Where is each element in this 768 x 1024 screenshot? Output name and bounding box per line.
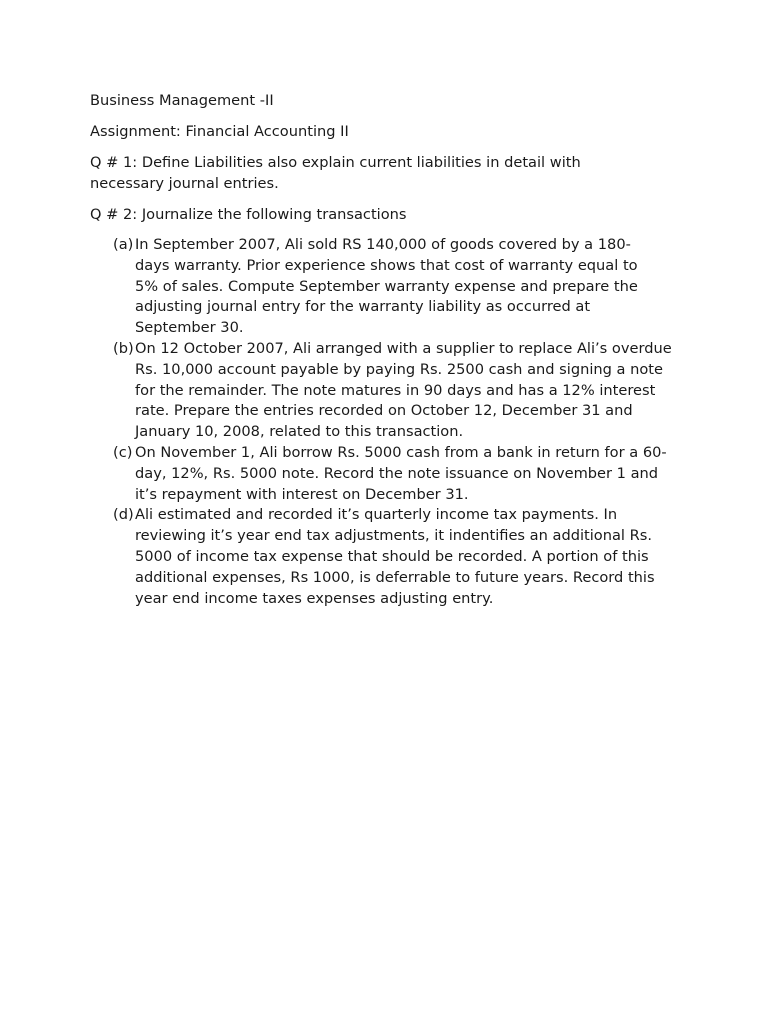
transaction-list: [90, 235, 690, 609]
assignment-title: Assignment: Financial Accounting II: [90, 123, 349, 140]
item-marker: (d): [113, 506, 134, 524]
item-marker: (a): [113, 236, 134, 253]
item-marker: (b): [113, 339, 134, 357]
item-marker: (c): [113, 443, 133, 461]
course-title: Business Management -II: [90, 92, 274, 109]
item-text: On November 1, Ali borrow Rs. 5000 cash from a bank in return for a 60-day, 12%, Rs. 5000 note. Record the note issuance on November 1 and it’s repayment with interest on December 31.: [135, 443, 667, 503]
item-text: In September 2007, Ali sold RS 140,000 of goods covered by a 180-days warranty. Prior experience shows that cost of warranty equal to 5% of sales. Compute September warranty expense and prepare the adjusting journal entry for the warranty liability as occurred at September 30.: [135, 236, 638, 337]
list-item: [90, 443, 690, 505]
item-text: Ali estimated and recorded it’s quarterly income tax payments. In reviewing it’s year end tax adjustments, it indentifies an additional Rs. 5000 of income tax expense that should be recorded. A portion of this additional expenses, Rs 1000, is deferrable to future years. Record this year end income taxes expenses adjusting entry.: [135, 506, 655, 607]
question-1: Q # 1: Define Liabilities also explain current liabilities in detail with necessary journal entries.: [90, 154, 581, 192]
document-page: [90, 90, 690, 609]
item-text: On 12 October 2007, Ali arranged with a supplier to replace Ali’s overdue Rs. 10,000 account payable by paying Rs. 2500 cash and signing a note for the remainder. The note matures in 90 days and has a 12% interest rate. Prepare the entries recorded on October 12, December 31 and January 10, 2008, related to this transaction.: [135, 339, 672, 441]
list-item: [90, 505, 690, 609]
list-item: [90, 235, 690, 339]
list-item: [90, 339, 690, 443]
question-2: Q # 2: Journalize the following transactions: [90, 206, 407, 223]
